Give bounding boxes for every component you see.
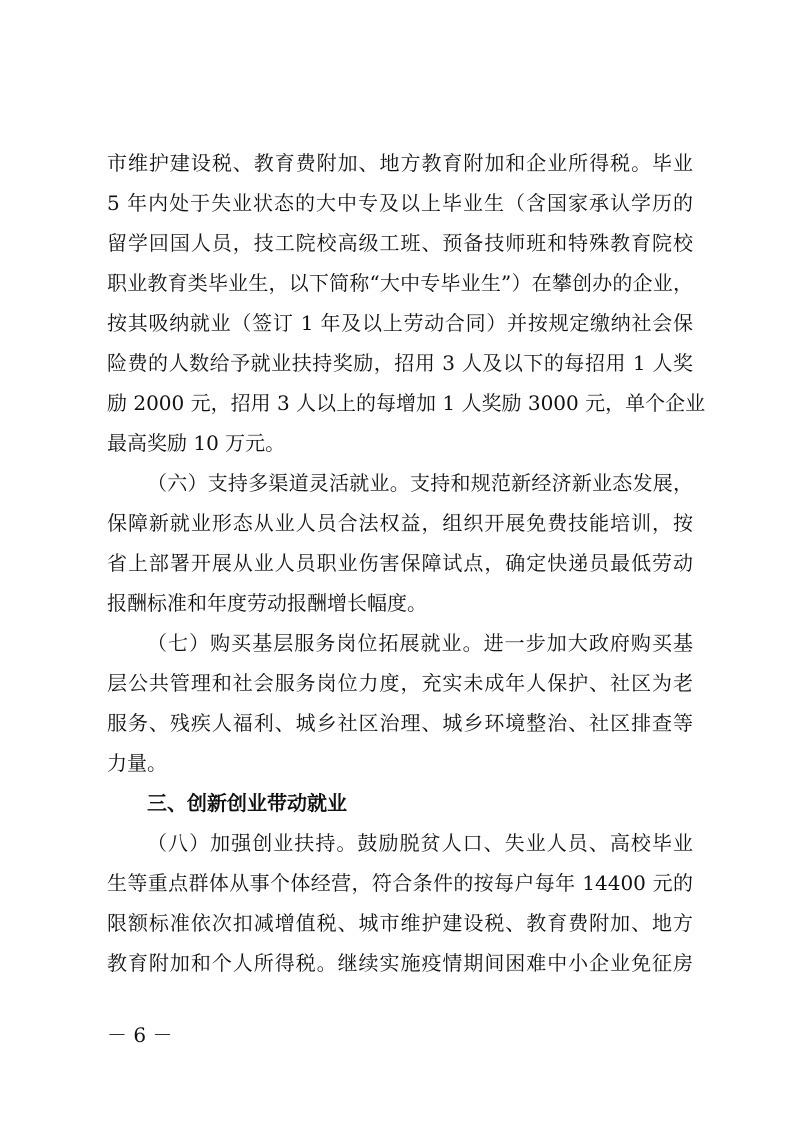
paragraph-line: 职业教育类毕业生，以下简称“大中专毕业生”）在攀创办的企业， — [107, 271, 693, 295]
section-8-first-line — [147, 823, 693, 863]
paragraph-line: 教育附加和个人所得税。继续实施疫情期间困难中小企业免征房 — [107, 951, 693, 975]
paragraph-line: 报酬标准和年度劳动报酬增长幅度。 — [107, 591, 427, 615]
section-6-title: （六）支持多渠道灵活就业。 — [147, 471, 410, 495]
paragraph-line: 留学回国人员，技工院校高级工班、预备技师班和特殊教育院校 — [107, 231, 693, 255]
paragraph-line: 限额标准依次扣减增值税、城市维护建设税、教育费附加、地方 — [107, 911, 693, 935]
section-6-text: 支持和规范新经济新业态发展， — [410, 471, 693, 495]
section-7-text: 进一步加大政府购买基 — [483, 631, 694, 655]
paragraph-line: 最高奖励 10 万元。 — [107, 431, 286, 455]
paragraph-line: 生等重点群体从事个体经营，符合条件的按每户每年 14400 元的 — [107, 871, 693, 895]
paragraph-line: 险费的人数给予就业扶持奖励，招用 3 人及以下的每招用 1 人奖 — [107, 351, 693, 375]
paragraph-line: 层公共管理和社会服务岗位力度，充实未成年人保护、社区为老 — [107, 671, 693, 695]
section-7-first-line — [147, 623, 693, 663]
paragraph-line: 省上部署开展从业人员职业伤害保障试点，确定快递员最低劳动 — [107, 551, 693, 575]
paragraph-line: 按其吸纳就业（签订 1 年及以上劳动合同）并按规定缴纳社会保 — [107, 311, 693, 335]
paragraph-line: 励 2000 元，招用 3 人以上的每增加 1 人奖励 3000 元，单个企业 — [107, 391, 706, 415]
section-heading: 三、创新创业带动就业 — [147, 791, 347, 815]
paragraph-line: 5 年内处于失业状态的大中专及以上毕业生（含国家承认学历的 — [107, 191, 693, 215]
paragraph-line: 力量。 — [107, 751, 167, 775]
paragraph-line: 保障新就业形态从业人员合法权益，组织开展免费技能培训，按 — [107, 511, 693, 535]
paragraph-line: 服务、残疾人福利、城乡社区治理、城乡环境整治、社区排查等 — [107, 711, 693, 735]
section-7-title: （七）购买基层服务岗位拓展就业。 — [147, 631, 484, 655]
page-number: － 6 － — [107, 1023, 173, 1047]
section-8-text: 鼓励脱贫人口、失业人员、高校毕业 — [357, 831, 694, 855]
section-6-first-line — [147, 463, 693, 503]
section-8-title: （八）加强创业扶持。 — [147, 831, 358, 855]
paragraph-line: 市维护建设税、教育费附加、地方教育附加和企业所得税。毕业 — [107, 151, 693, 175]
